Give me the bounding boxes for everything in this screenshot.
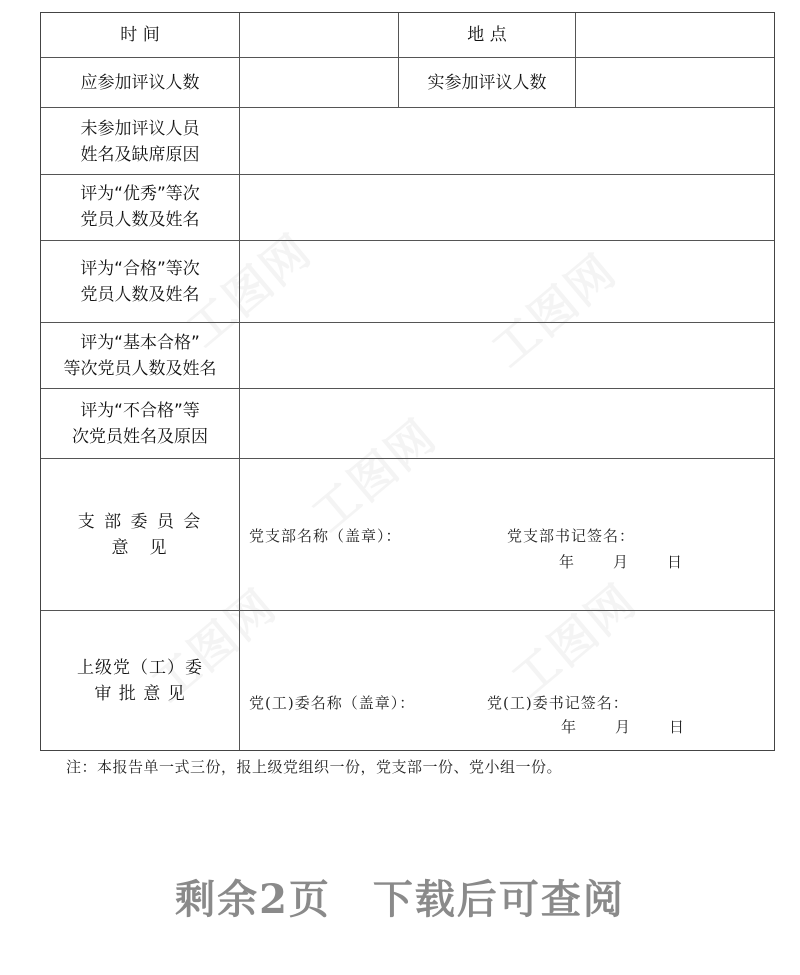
excellent-members-value[interactable] (240, 175, 774, 240)
place-value-cell[interactable] (576, 13, 774, 57)
actual-participants-value[interactable] (576, 58, 774, 107)
upper-committee-approval-label: 上级党（工）委 审 批 意 见 (77, 658, 203, 704)
branch-secretary-signature-field: 党支部书记签名： (507, 527, 636, 545)
qualified-members-label: 评为“合格”等次 党员人数及姓名 (80, 259, 200, 305)
upper-approval-area[interactable] (240, 611, 774, 750)
footnote: 注：本报告单一式三份，报上级党组织一份，党支部一份、党小组一份。 (66, 758, 563, 776)
qualified-members-value[interactable] (240, 241, 774, 322)
expected-participants-label: 应参加评议人数 (80, 73, 200, 93)
expected-participants-value[interactable] (240, 58, 398, 107)
unqualified-members-value[interactable] (240, 389, 774, 458)
actual-participants-label: 实参加评议人数 (427, 73, 547, 93)
branch-name-seal-field: 党支部名称（盖章）： (249, 527, 402, 545)
download-banner[interactable]: 剩余2页 下载后可查阅 (175, 876, 625, 923)
time-label: 时 间 (120, 25, 160, 45)
time-value-cell[interactable] (240, 13, 398, 57)
upper-date-field: 年 月 日 (561, 718, 688, 736)
unqualified-members-label: 评为“不合格”等 次党员姓名及原因 (72, 401, 208, 447)
upper-name-seal-field: 党(工)委名称（盖章）： (249, 694, 416, 712)
excellent-members-label: 评为“优秀”等次 党员人数及姓名 (80, 184, 200, 230)
basically-qualified-members-label: 评为“基本合格” 等次党员人数及姓名 (63, 333, 217, 379)
absent-members-label: 未参加评议人员 姓名及缺席原因 (80, 119, 200, 165)
basically-qualified-members-value[interactable] (240, 323, 774, 388)
upper-secretary-signature-field: 党(工)委书记签名： (487, 694, 629, 712)
branch-date-field: 年 月 日 (559, 553, 686, 571)
appraisal-form-table (40, 12, 775, 751)
branch-committee-opinion-label: 支 部 委 员 会 意 见 (77, 512, 203, 558)
place-label: 地 点 (467, 25, 507, 45)
absent-members-value[interactable] (240, 108, 774, 174)
